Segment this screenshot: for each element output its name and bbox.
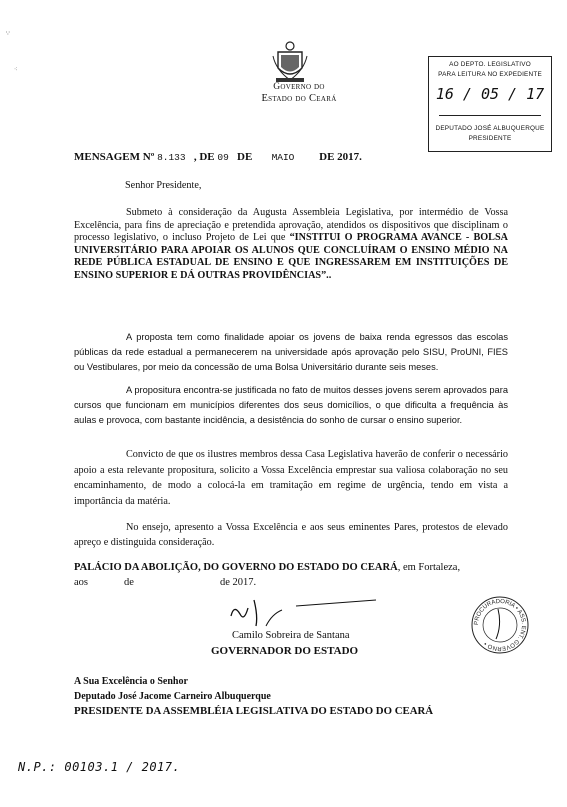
- date-year: de 2017.: [220, 577, 257, 588]
- signatory-title: GOVERNADOR DO ESTADO: [211, 645, 359, 657]
- signatory-name: Camilo Sobreira de Santana: [232, 630, 350, 641]
- scan-mark: ∵: [6, 31, 10, 37]
- governor-signature: [226, 596, 386, 632]
- gov-line1: Governo do: [273, 82, 325, 92]
- date-de: de: [124, 577, 134, 588]
- message-day: 09: [217, 152, 229, 163]
- protocol-number-handwritten: N.P.: 00103.1 / 2017.: [18, 760, 181, 774]
- stamp-date-handwritten: 16 / 05 / 17: [435, 85, 545, 103]
- palace-name: PALÁCIO DA ABOLIÇÃO, DO GOVERNO DO ESTADO DO CEARÁ: [74, 562, 398, 573]
- gov-line2: Estado do Ceará: [261, 93, 337, 104]
- stamp-line4: PRESIDENTE: [468, 135, 512, 142]
- seal-text: PROCURADORIA • ASS. ENT. GOVERNO •: [473, 598, 527, 652]
- message-label: MENSAGEM Nº: [74, 151, 155, 163]
- stamp-line2: PARA LEITURA NO EXPEDIENTE: [438, 71, 542, 78]
- stamp-line3: DEPUTADO JOSÉ ALBUQUERQUE: [435, 125, 545, 132]
- palace-city: , em Fortaleza,: [397, 562, 461, 573]
- procuradoria-seal-icon: [470, 595, 530, 655]
- government-heading: [244, 82, 354, 104]
- bill-title: “INSTITUI O PROGRAMA AVANCE - BOLSA UNIVERSITÁRIO PARA APOIAR OS ALUNOS QUE CONCLUÍRAM O ENSINO MÉDIO NA REDE PÚBLICA ESTADUAL DE ENSINO E QUE INGRESSAREM EM INSTITUIÇÕES DE ENSINO SUPERIOR E DÁ OUTRAS PROVIDÊNCIAS”..: [74, 232, 508, 281]
- scan-mark: ⁖: [14, 67, 18, 73]
- paragraph-4: Convicto de que os ilustres membros dessa Casa Legislativa haverão de conferir o necessário apoio a esta relevante propositura, solicito a Vossa Excelência emprestar sua valiosa colaboração no seu encaminhamento, de modo a colocá-la em tramitação em regime de urgência, tendo em vista a importância da matéria.: [74, 449, 508, 507]
- salutation: Senhor Presidente,: [125, 180, 202, 191]
- reception-stamp: [428, 56, 552, 152]
- message-number: 8.133: [157, 152, 186, 163]
- addressee-line3: PRESIDENTE DA ASSEMBLÉIA LEGISLATIVA DO ESTADO DO CEARÁ: [74, 705, 434, 717]
- message-de1: , DE: [193, 151, 215, 163]
- paragraph-1-intro: Submeto à consideração da Augusta Assembleia Legislativa, por intermédio de Vossa Excelência, para fins de apreciação e pretendida aprovação, atendidos os dispositivos que disciplinam o processo legislativo, o incluso Projeto de Lei que: [74, 207, 508, 244]
- paragraph-5: No ensejo, apresento a Vossa Excelência e aos seus eminentes Pares, protestos de elevado apreço e distinguida consideração.: [74, 522, 508, 548]
- stamp-line1: AO DEPTO. LEGISLATIVO: [449, 61, 531, 68]
- paragraph-1: [74, 207, 508, 283]
- addressee-line2: Deputado José Jacome Carneiro Albuquerque: [74, 691, 271, 702]
- message-year: DE 2017.: [319, 151, 362, 163]
- addressee-line1: A Sua Excelência o Senhor: [74, 676, 188, 687]
- stamp-signature-line: [439, 115, 541, 116]
- date-aos: aos: [74, 577, 88, 588]
- svg-text:PROCURADORIA • ASS. ENT. GOVER: [474, 599, 526, 651]
- date-line: [74, 577, 374, 590]
- paragraph-3: A propositura encontra-se justificada no fato de muitos desses jovens serem aprovados para cursos que funcionam em municípios diferentes dos seus domicílios, o que dificulta a frequência às aulas e provoca, com bastante incidência, a desistência do sonho de cursar o ensino superior.: [74, 385, 508, 426]
- palace-line: [74, 562, 514, 575]
- message-de2: DE: [237, 151, 253, 163]
- paragraph-2: A proposta tem como finalidade apoiar os jovens de baixa renda egressos das escolas públicas da rede estadual a permanecerem na universidade após aprovação pelo SISU, ProUNI, FIES ou Vestibulares, por meio da concessão de uma Bolsa Universitário durante seis meses.: [74, 332, 508, 373]
- message-header: [74, 151, 362, 163]
- message-month: MAIO: [271, 152, 295, 163]
- state-coat-of-arms-icon: [270, 40, 310, 84]
